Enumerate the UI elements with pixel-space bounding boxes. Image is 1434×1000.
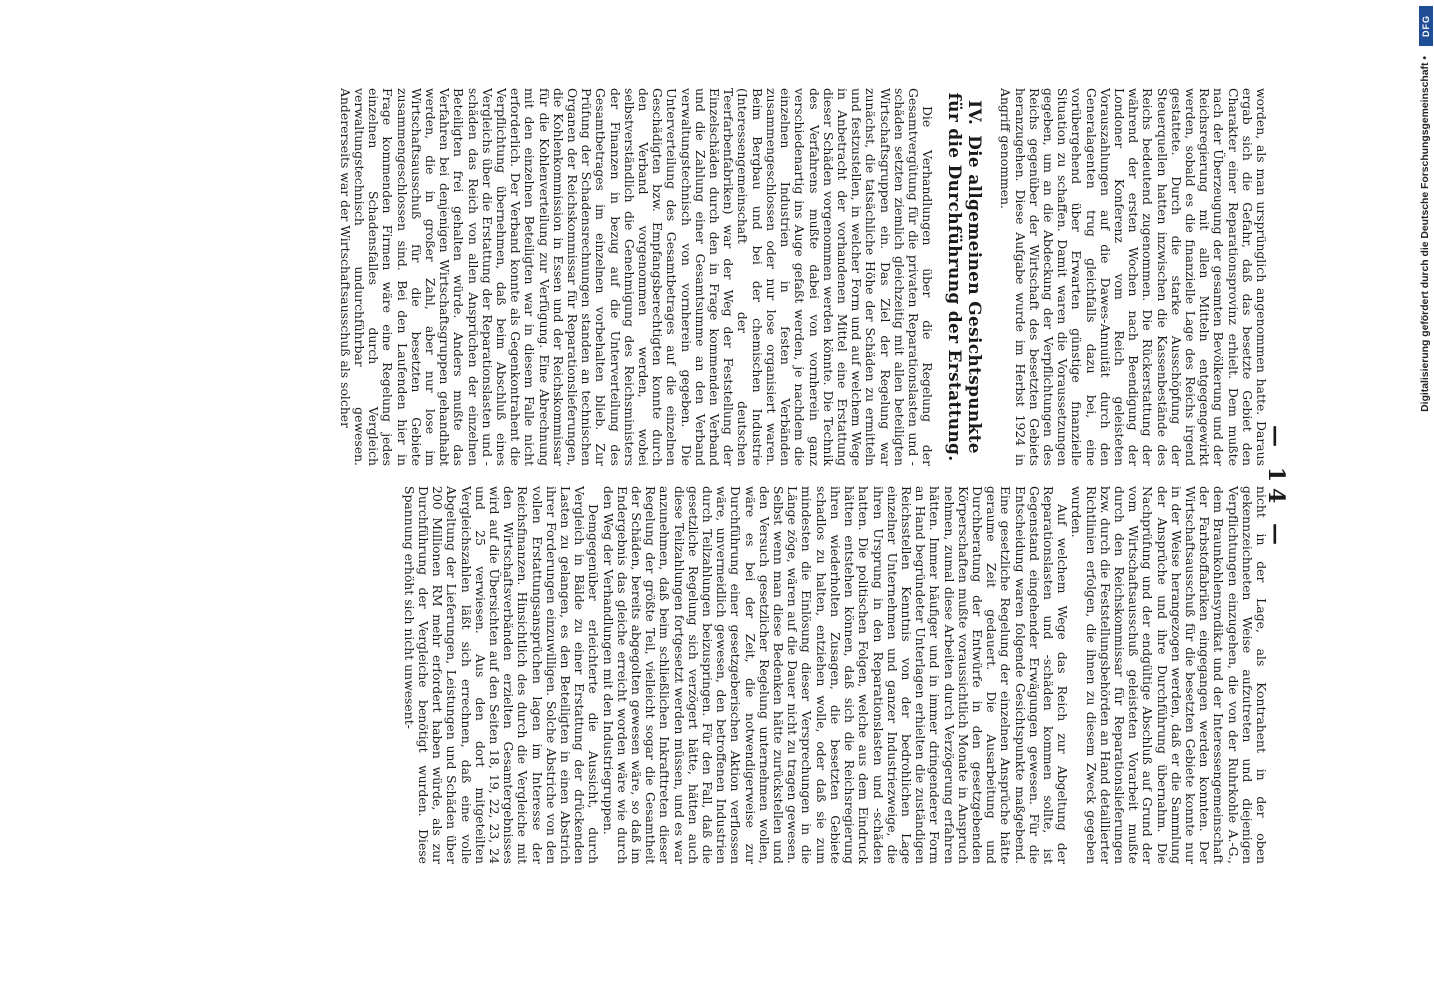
left-column xyxy=(338,88,1268,466)
section-heading-title: Die allgemeinen Gesichtspunkte für die Durchführung der Erstattung. xyxy=(944,92,985,462)
right-paragraph-1: nicht in der Lage, als Kontrahent in der oben gekennzeichneten Weise aufzutreten und diejenigen Verpflichtungen einzugehen, die von der Ruhrkohle A.-G., dem Braunkohlensyndikat und der Interessengemeinschaft der Farbstoffabriken eingegangen werden konnten. Der Wirtschaftsausschuß für die besetzten Gebiete konnte nur in der Weise herangezogen werden, daß er die Sammlung der Ansprüche und ihre Durchführung übernahm. Die Nachprüfung und der endgültige Abschluß auf Grund der vom Wirtschaftsausschuß geleisteten Vorarbeit mußte durch den Reichskommissar für Reparationslieferungen bzw. durch die Feststellungsbehörden an Hand detaillierter Richtlinien erfolgen, die ihnen zu diesem Zweck gegeben wurden. xyxy=(1069,486,1269,864)
dfg-logo: DFG xyxy=(1419,6,1433,46)
right-paragraph-2: Auf welchem Wege das Reich zur Abgeltung der Reparationslasten und -schäden kommen sollte, ist Gegenstand eingehender Erwägungen gewesen. Für die Entscheidung waren folgende Gesichtspunkte maßgebend. Eine gesetzliche Regelung der einzelnen Ansprüche hätte geraume Zeit gedauert. Die Ausarbeitung und Durchberatung der Entwürfe in den gesetzgebenden Körperschaften mußte voraussichtlich Monate in Anspruch nehmen, zumal diese Arbeiten durch Verzögerung erfahren hätten. Immer häufiger und in immer dringenderer Form an Hand begründeter Unterlagen erhielten die zuständigen Reichsstellen Kenntnis von der bedrohlichen Lage einzelner Unternehmen und ganzer Industriezweige, die ihren Ursprung in den Reparationslasten und -schäden hatten. Die politischen Folgen, welche aus dem Eindruck hätten entstehen können, daß sich die Reichsregierung ihren wiederholten Zusagen, die besetzten Gebiete schadlos zu halten, entziehen wolle, oder daß sie zum mindesten die Einlösung dieser Versprechungen in die Länge zöge, wären auf die Dauer nicht zu tragen gewesen. Selbst wenn man diese Bedenken hätte zurückstellen und den Versuch gesetzlicher Regelung unternehmen wollen, wäre es bei der Zeit, die notwendigerweise zur Durchführung einer gesetzgeberischen Aktion verflossen wäre, unvermeidlich gewesen, den betroffenen Industrien durch Teilzahlungen beizuspringen. Für den Fall, daß die gesetzliche Regelung sich verzögert hätte, hätten auch diese Teilzahlungen fortgesetzt werden müssen, und es war anzunehmen, daß beim schließlichen Inkrafttreten dieser Regelung der größte Teil, vielleicht sogar die Gesamtheit der Schäden, bereits abgegolten gewesen wäre, so daß im Endergebnis das gleiche erreicht worden wäre wie durch den Weg der Verhandlungen mit den Industriegruppen. xyxy=(600,486,1071,864)
right-paragraph-3: Demgegenüber erleichterte die Aussicht, durch Vergleich in Bälde zu einer Erstattung der drückenden Lasten zu gelangen, es den Beteiligten in einen Abstrich ihrer Forderungen einzuwilligen. Solche Abstriche von den vollen Erstattungsansprüchen lagen im Interesse der Reichsfinanzen. Hinsichtlich des durch die Vergleiche mit den Wirtschaftsverbänden erzielten Gesamtergebnisses wird auf die Übersichten auf den Seiten 18, 19, 22, 23, 24 und 25 verwiesen. Aus den dort mitgeteilten Vergleichszahlen läßt sich errechnen, daß eine volle Abgeltung der Lieferungen, Leistungen und Schäden über 200 Millionen RM mehr erfordert haben würde, als zur Durchführung der Vergleiche benötigt wurden. Diese Spannung erhöht sich nicht unwesent- xyxy=(401,486,602,864)
left-paragraph-2: Die Verhandlungen über die Regelung der Gesamtvergütung für die privaten Reparationslasten und -schäden setzten ziemlich gleichzeitig mit allen beteiligten Wirtschaftsgruppen ein. Das Ziel der Regelung war zunächst, die tatsächliche Höhe der Schäden zu ermitteln und festzustellen, in welcher Form und auf welchem Wege in Anbetracht der vorhandenen Mittel eine Erstattung dieser Schäden vorgenommen werden könnte. Die Technik des Verfahrens mußte dabei von vornherein ganz verschiedenartig ins Auge gefaßt werden, je nachdem die einzelnen Industrien in festen Verbänden zusammengeschlossen oder nur lose organisiert waren. Beim Bergbau und bei der chemischen Industrie (Interessengemeinschaft der deutschen Teerfarbenfabriken) war der Weg der Feststellung der Einzelschäden durch den in Frage kommenden Verband und die Zahlung einer Gesamtsumme an den Verband verwaltungstechnisch von vornherein gegeben. Die Unterverteilung des Gesamtbetrages auf die einzelnen Geschädigten bzw. Empfangsberechtigten konnte durch den Verband vorgenommen werden, wobei selbstverständlich die Genehmigung des Reichsministers der Finanzen in bezug auf die Unterverteilung des Gesamtbetrages im einzelnen vorbehalten blieb. Zur Prüfung der Schadensrechnungen standen an technischen Organen der Reichskommissar für Reparationslieferungen, die Kohlenkommission in Essen und der Reichskommissar für die Kohlenverteilung zur Verfügung. Eine Abrechnung mit den einzelnen Beteiligten war in diesem Falle nicht erforderlich. Der Verband konnte als Gegenkontrahent die Verpflichtung übernehmen, daß beim Abschluß eines Vergleichs über die Erstattung der Reparationslasten und -schäden das Reich von allen Ansprüchen der einzelnen Beteiligten frei gehalten würde. Anders mußte das Verfahren bei denjenigen Wirtschaftsgruppen gehandhabt werden, die in großer Zahl, aber nur lose im Wirtschaftsausschuß für die besetzten Gebiete zusammengeschlossen sind. Bei den Laufenden hier in Frage kommenden Firmen wäre eine Regelung jedes einzelnen Schadensfalles durch Vergleich verwaltungstechnisch undurchführbar gewesen. Andererseits war der Wirtschaftsausschuß als solcher xyxy=(337,88,936,466)
section-heading xyxy=(944,88,984,466)
document-page xyxy=(76,88,1296,888)
left-paragraph-1: worden, als man ursprünglich angenommen hatte. Daraus ergab sich die Gefahr, daß das besetzte Gebiet den Charakter einer Reparationsprovinz erhielt. Dem mußte nach der Überzeugung der gesamten Bevölkerung und der Reichsregierung mit allen Mitteln entgegengewirkt werden, sobald es die finanzielle Lage des Reichs irgend gestattete. Durch die starke Ausschöpfung der Steuerquellen hatten inzwischen die Kassenbestände des Reichs bedeutend zugenommen. Die Rückerstattung der während der ersten Wochen nach Beendigung der Londoner Konferenz vom Reich geleisteten Vorauszahlungen auf die Dawes-Annuität durch den Generalagenten trug gleichfalls dazu bei, eine vorübergehend über Erwarten günstige finanzielle Situation zu schaffen. Damit waren die Voraussetzungen gegeben, um an die Abdeckung der Verpflichtungen des Reichs gegenüber der Wirtschaft des besetzten Gebiets heranzugehen. Diese Aufgabe wurde im Herbst 1924 in Angriff genommen. xyxy=(998,88,1269,466)
right-column xyxy=(402,486,1268,864)
page-number-header: — 14 — xyxy=(1263,425,1289,551)
section-heading-number: IV. xyxy=(964,100,985,126)
digitization-credit xyxy=(1418,6,1434,1000)
digitization-credit-text: Digitalisierung gefördert durch die Deutsche Forschungsgemeinschaft • xyxy=(1420,56,1431,412)
